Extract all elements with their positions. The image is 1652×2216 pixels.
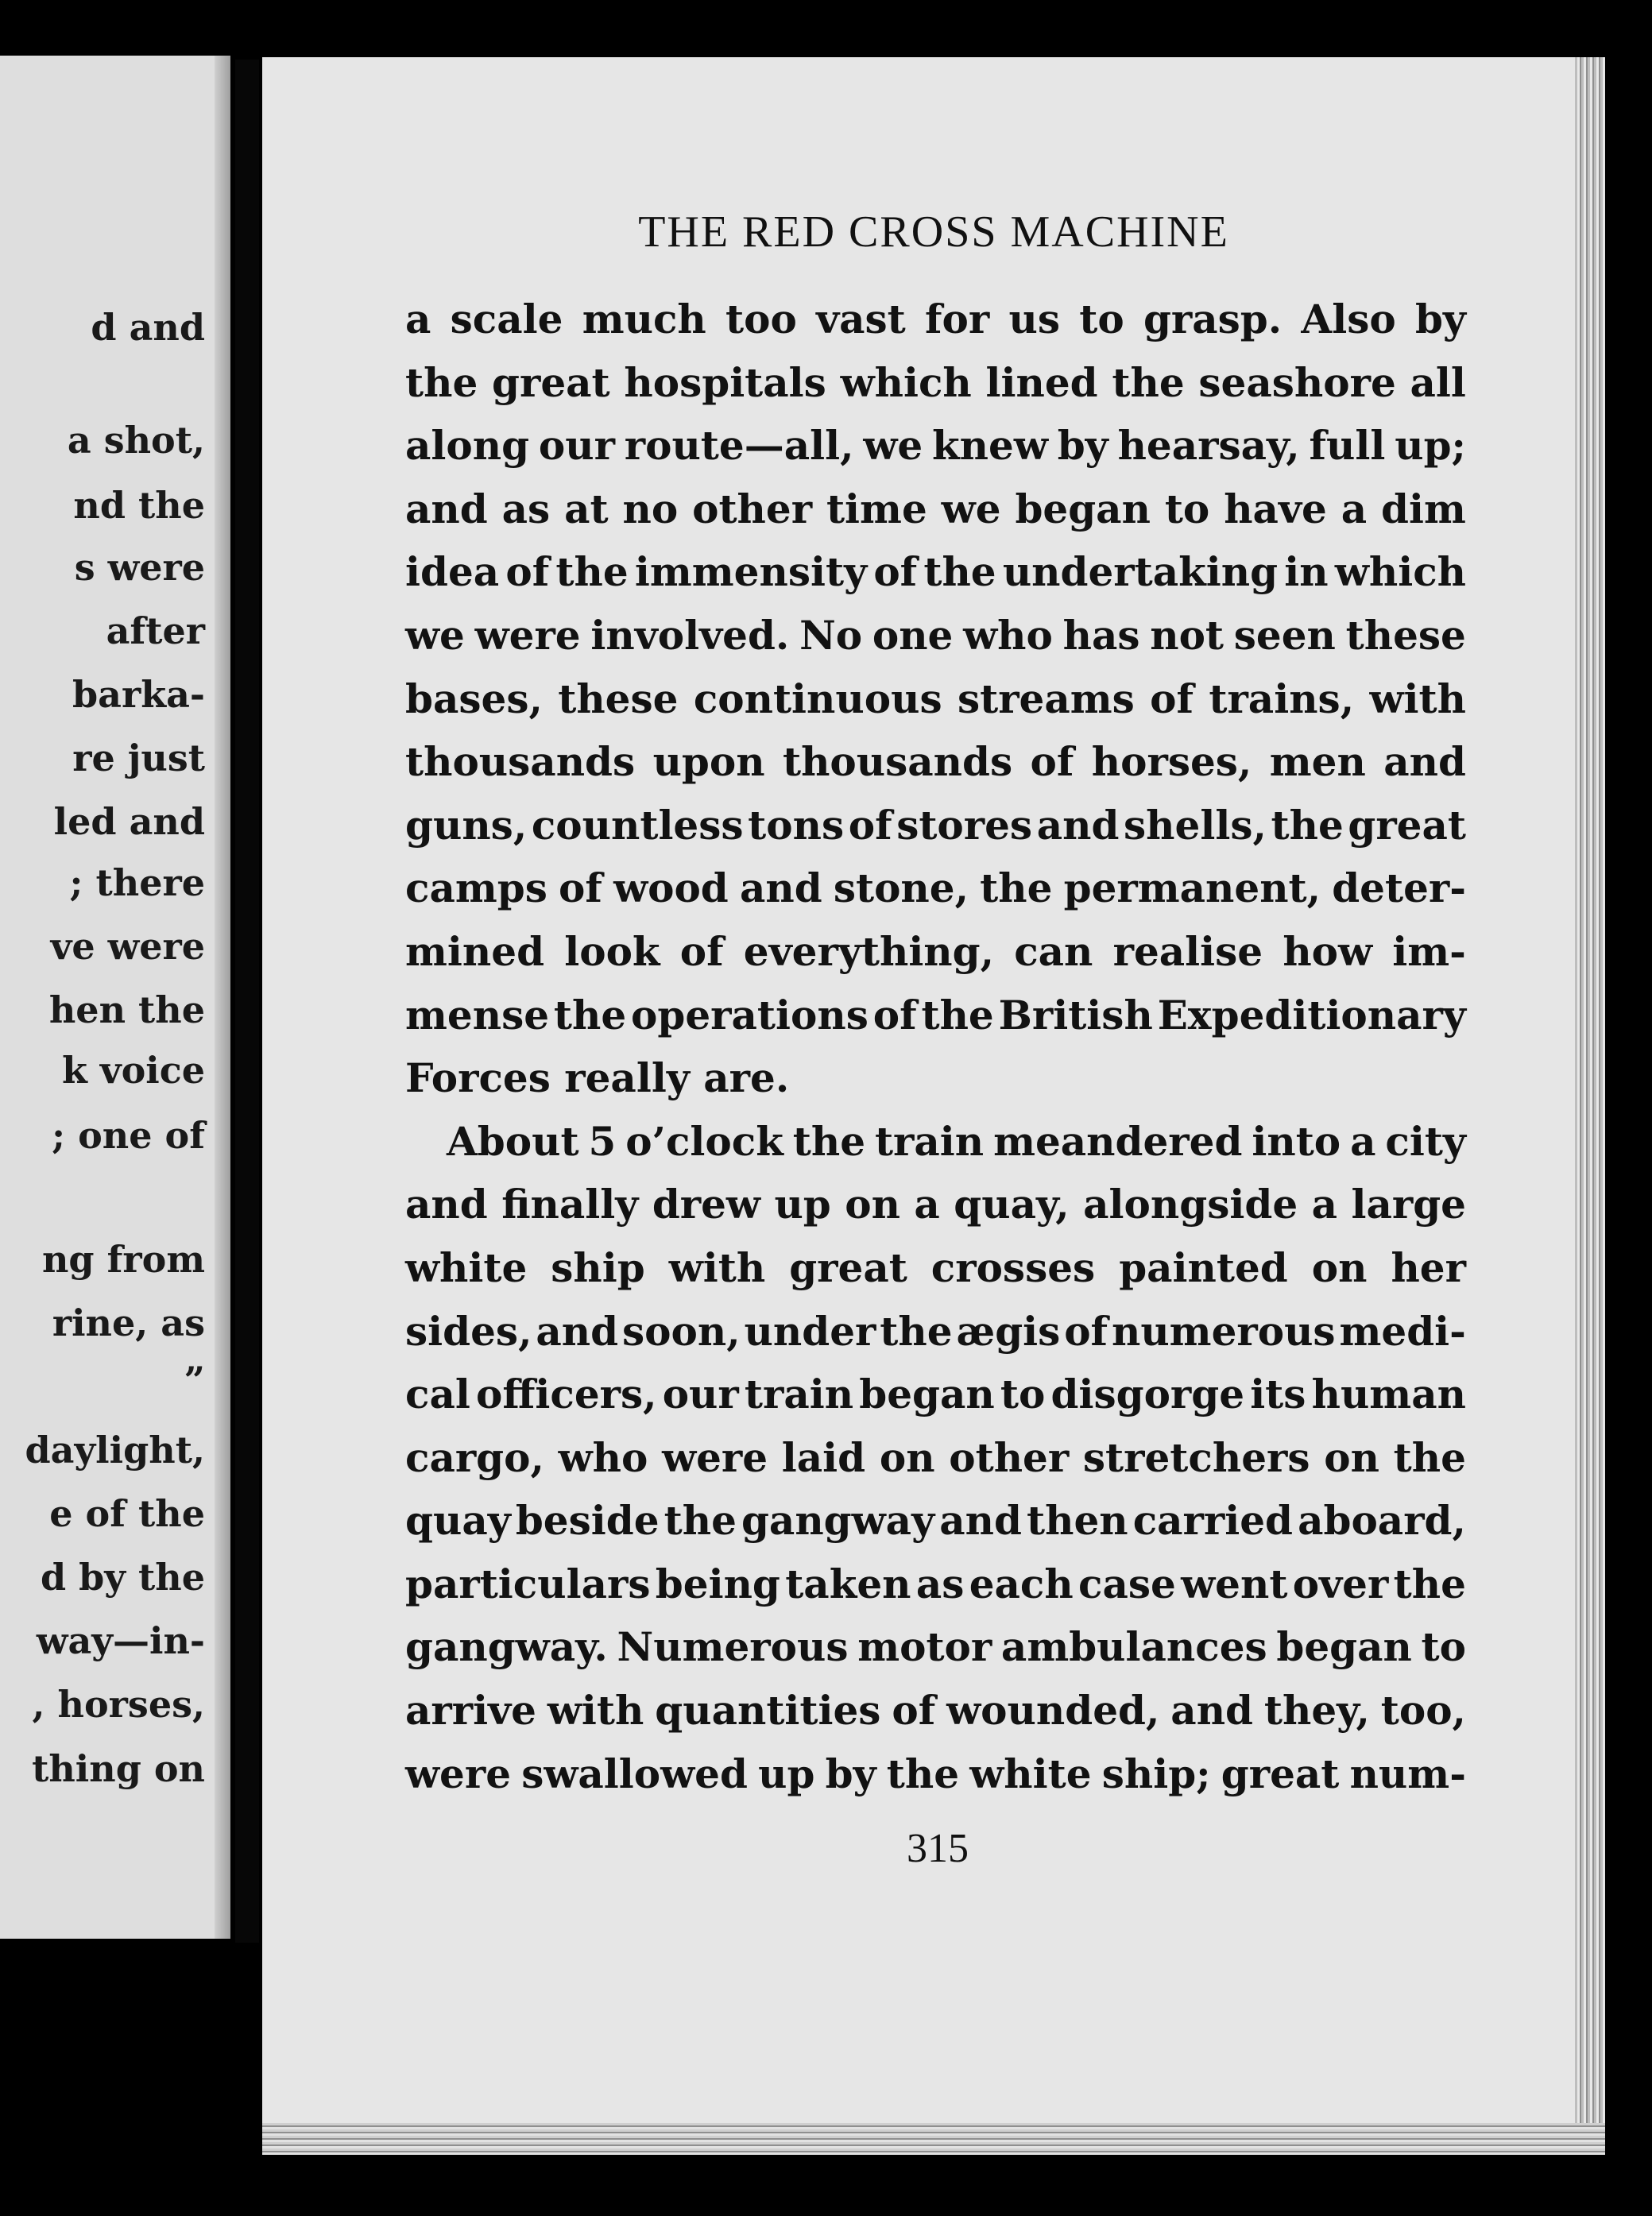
word: by	[825, 1750, 876, 1797]
word: knew	[932, 422, 1048, 470]
word: to	[1079, 296, 1124, 342]
word: sides,	[405, 1307, 532, 1355]
word: we	[941, 485, 1001, 532]
word: disgorge	[1050, 1371, 1245, 1418]
word: these	[558, 675, 679, 722]
word: the	[553, 991, 627, 1038]
word: 5	[588, 1117, 617, 1165]
word: has	[1062, 611, 1140, 659]
word: too	[725, 296, 797, 342]
word: Numerous	[617, 1623, 849, 1671]
word: other	[949, 1433, 1070, 1481]
word: great	[1221, 1750, 1340, 1797]
word: shells,	[1124, 801, 1267, 849]
word: with	[1369, 675, 1466, 722]
word: not	[1150, 611, 1224, 659]
word: gangway	[741, 1497, 935, 1545]
left-page-line: ve were	[50, 924, 205, 968]
word: ship	[551, 1243, 645, 1291]
word: guns,	[405, 801, 528, 849]
word: then	[1027, 1497, 1128, 1545]
word: they,	[1263, 1687, 1370, 1735]
word: on	[845, 1181, 900, 1228]
word: the	[1393, 1433, 1466, 1481]
word: stores	[896, 801, 1033, 849]
word: crosses	[930, 1243, 1096, 1291]
left-page-line: a shot,	[67, 419, 205, 462]
word: no	[622, 485, 679, 532]
word: men	[1269, 738, 1366, 786]
word: the	[792, 1117, 866, 1165]
left-page-line: rine, as	[52, 1301, 205, 1345]
text-line	[405, 359, 1466, 423]
word: city	[1385, 1117, 1466, 1165]
text-line	[405, 1371, 1466, 1434]
word: of	[848, 801, 892, 849]
book-binding	[235, 60, 259, 1943]
word: as	[501, 485, 551, 532]
page-number: 315	[907, 1826, 969, 1871]
word: alongside	[1083, 1181, 1298, 1228]
word: swallowed	[521, 1750, 748, 1797]
text-line	[405, 1181, 1466, 1244]
word: medi-	[1339, 1307, 1466, 1355]
left-page-line: hen the	[48, 988, 205, 1031]
word: really	[564, 1054, 704, 1102]
word: thousands	[405, 738, 636, 786]
word: began	[859, 1371, 995, 1418]
text-line	[405, 1054, 1466, 1118]
text-line	[405, 1118, 1466, 1181]
word: on	[879, 1433, 935, 1481]
word: its	[1250, 1371, 1306, 1418]
word: About	[447, 1117, 579, 1165]
word: vast	[816, 296, 906, 342]
word: and	[536, 1307, 619, 1355]
word: as	[915, 1560, 965, 1607]
word: human	[1311, 1371, 1466, 1418]
left-page-line: k voice	[61, 1049, 205, 1093]
word: in	[1284, 548, 1329, 596]
word: gangway.	[405, 1623, 608, 1671]
word: hearsay,	[1117, 422, 1300, 470]
word: of	[679, 927, 724, 975]
word: look	[564, 927, 660, 975]
word: quantities	[655, 1687, 881, 1735]
left-page-line: e of the	[49, 1492, 205, 1536]
word: of	[892, 1687, 936, 1735]
word: dim	[1381, 485, 1466, 532]
word: stone,	[833, 864, 969, 912]
word: permanent,	[1063, 864, 1321, 912]
word: with	[668, 1243, 766, 1291]
left-page-line: led and	[53, 800, 205, 844]
word: a	[1311, 1181, 1338, 1228]
word: Forces	[405, 1054, 565, 1102]
word: motor	[857, 1623, 992, 1671]
word: a	[914, 1181, 940, 1228]
word: ægis	[956, 1307, 1061, 1355]
word: and	[1383, 738, 1466, 786]
word: numerous	[1111, 1307, 1336, 1355]
word: British	[998, 991, 1153, 1038]
word: the	[886, 1750, 960, 1797]
word: a	[405, 296, 431, 342]
word: the	[1112, 358, 1185, 406]
word: under	[744, 1307, 876, 1355]
word: and	[1036, 801, 1120, 849]
word: on	[1324, 1433, 1379, 1481]
text-line	[405, 928, 1466, 992]
word: particulars	[405, 1560, 651, 1607]
word: of	[1030, 738, 1074, 786]
word: were	[662, 1433, 768, 1481]
text-line	[405, 1308, 1466, 1371]
word: the	[923, 548, 996, 596]
word: and	[939, 1497, 1022, 1545]
right-page	[262, 57, 1605, 2155]
word: train	[874, 1117, 985, 1165]
word: officers,	[476, 1371, 657, 1418]
word: everything,	[743, 927, 995, 975]
word: train	[744, 1371, 854, 1418]
word: undertaking	[1002, 548, 1279, 596]
word: wounded,	[946, 1687, 1160, 1735]
word: soon,	[622, 1307, 741, 1355]
word: arrive	[405, 1687, 536, 1735]
word: to	[1164, 485, 1210, 532]
word: the	[1271, 801, 1344, 849]
word: up;	[1395, 422, 1466, 470]
page-bottom-edge	[262, 2123, 1605, 2155]
word: upon	[652, 738, 765, 786]
text-line	[405, 1750, 1466, 1814]
text-line	[405, 864, 1466, 928]
word: continuous	[693, 675, 942, 722]
word: realise	[1112, 927, 1263, 975]
word: on	[1311, 1243, 1368, 1291]
word: to	[1421, 1623, 1466, 1671]
word: up	[774, 1181, 831, 1228]
text-line	[405, 675, 1466, 739]
word: hospitals	[624, 358, 826, 406]
word: full	[1309, 422, 1386, 470]
left-page-line: nd the	[73, 483, 205, 527]
word: of	[872, 991, 917, 1038]
word: seen	[1233, 611, 1336, 659]
word: and	[405, 485, 488, 532]
word: and	[405, 1181, 488, 1228]
page-fore-edge	[1575, 57, 1605, 2155]
word: by	[1414, 296, 1466, 342]
word: trains,	[1209, 675, 1355, 722]
word: how	[1283, 927, 1373, 975]
word: which	[1334, 548, 1466, 596]
word: we	[405, 611, 465, 659]
word: of	[873, 548, 918, 596]
word: the	[1393, 1560, 1466, 1607]
word: up	[758, 1750, 815, 1797]
word: a	[1350, 1117, 1376, 1165]
left-page-line: d and	[91, 305, 205, 349]
word: great	[492, 358, 610, 406]
text-line	[405, 1560, 1466, 1624]
text-line	[405, 1623, 1466, 1687]
word: quay,	[954, 1181, 1070, 1228]
word: being	[655, 1560, 780, 1607]
word: laid	[781, 1433, 866, 1481]
word: ambulances	[1000, 1623, 1267, 1671]
word: us	[1008, 296, 1060, 342]
word: the	[980, 864, 1053, 912]
word: our	[538, 422, 615, 470]
word: No	[799, 611, 863, 659]
word: num-	[1349, 1750, 1466, 1797]
left-page-line: s were	[74, 546, 205, 590]
word: thousands	[782, 738, 1013, 786]
text-line	[405, 1497, 1466, 1560]
left-page-line: ; there	[69, 860, 205, 904]
word: for	[925, 296, 990, 342]
word: cargo,	[405, 1433, 544, 1481]
word: painted	[1119, 1243, 1288, 1291]
word: the	[405, 358, 478, 406]
word: stretchers	[1082, 1433, 1310, 1481]
word: tons	[748, 801, 845, 849]
word: over	[1292, 1560, 1389, 1607]
word: quay	[405, 1497, 511, 1545]
text-line	[405, 1687, 1466, 1750]
word: the	[555, 548, 629, 596]
word: im-	[1392, 927, 1466, 975]
word: were	[405, 1750, 512, 1797]
word: along	[405, 422, 530, 470]
word: camps	[405, 864, 547, 912]
word: our	[662, 1371, 739, 1418]
word: operations	[631, 991, 869, 1038]
word: o’clock	[625, 1117, 783, 1165]
word: lined	[985, 358, 1098, 406]
word: finally	[501, 1181, 639, 1228]
text-line	[405, 485, 1466, 549]
text-line	[405, 548, 1466, 612]
word: wood	[613, 864, 729, 912]
word: the	[921, 991, 994, 1038]
word: to	[1000, 1371, 1046, 1418]
word: countless	[531, 801, 744, 849]
left-facing-page	[0, 56, 230, 1939]
word: white	[405, 1243, 528, 1291]
left-page-line: d by the	[40, 1556, 205, 1599]
word: large	[1351, 1181, 1466, 1228]
word: these	[1345, 611, 1466, 659]
word: her	[1391, 1243, 1466, 1291]
text-line	[405, 738, 1466, 802]
word: with	[547, 1687, 644, 1735]
word: are.	[703, 1054, 790, 1102]
word: a	[1341, 485, 1368, 532]
word: who	[558, 1433, 648, 1481]
word: of	[505, 548, 550, 596]
word: all	[1410, 358, 1466, 406]
word: immensity	[634, 548, 868, 596]
word: aboard,	[1298, 1497, 1466, 1545]
word: can	[1014, 927, 1093, 975]
word: went	[1181, 1560, 1288, 1607]
word: by	[1057, 422, 1108, 470]
word: much	[582, 296, 706, 342]
word: were	[474, 611, 581, 659]
word: and	[1170, 1687, 1254, 1735]
word: at	[564, 485, 609, 532]
word: deter-	[1332, 864, 1466, 912]
word: Also	[1301, 296, 1396, 342]
word: the	[664, 1497, 737, 1545]
body-text	[405, 296, 1466, 1813]
left-page-line: thing on	[32, 1746, 205, 1790]
word: grasp.	[1143, 296, 1283, 342]
text-line	[405, 802, 1466, 865]
word: ship;	[1101, 1750, 1211, 1797]
word: have	[1224, 485, 1327, 532]
word: white	[969, 1750, 1092, 1797]
word: of	[1150, 675, 1194, 722]
left-page-line: daylight,	[25, 1429, 205, 1472]
word: great	[789, 1243, 907, 1291]
word: seashore	[1198, 358, 1396, 406]
text-line	[405, 422, 1466, 485]
left-page-line: ”	[184, 1358, 205, 1402]
left-page-line: ; one of	[52, 1113, 205, 1157]
word: of	[559, 864, 602, 912]
word: who	[963, 611, 1053, 659]
word: bases,	[405, 675, 543, 722]
left-page-line: barka-	[72, 673, 205, 717]
left-page-line: , horses,	[32, 1683, 205, 1727]
word: drew	[652, 1181, 760, 1228]
word: meandered	[993, 1117, 1243, 1165]
word: case	[1078, 1560, 1176, 1607]
word: began	[1015, 485, 1151, 532]
word: of	[1064, 1307, 1108, 1355]
text-line	[405, 1434, 1466, 1498]
left-page-line: re just	[72, 737, 205, 780]
word: the	[880, 1307, 953, 1355]
text-line	[405, 992, 1466, 1055]
word: cal	[405, 1371, 470, 1418]
word: involved.	[590, 611, 790, 659]
word: beside	[515, 1497, 660, 1545]
word: time	[826, 485, 927, 532]
word: which	[840, 358, 972, 406]
left-page-line: ng from	[41, 1238, 205, 1282]
word: route—all,	[624, 422, 854, 470]
left-page-line: after	[106, 609, 205, 653]
word: too,	[1380, 1687, 1466, 1735]
word: into	[1252, 1117, 1341, 1165]
text-line	[405, 296, 1466, 359]
word: each	[969, 1560, 1074, 1607]
word: Expeditionary	[1157, 991, 1466, 1038]
word: began	[1276, 1623, 1412, 1671]
word: mense	[405, 991, 550, 1038]
gutter-shadow	[215, 56, 230, 1939]
left-page-line: way—in-	[36, 1619, 205, 1663]
word: taken	[785, 1560, 911, 1607]
word: great	[1348, 801, 1466, 849]
word: other	[692, 485, 813, 532]
running-head: THE RED CROSS MACHINE	[638, 207, 1229, 257]
word: we	[863, 422, 923, 470]
word: streams	[957, 675, 1135, 722]
word: mined	[405, 927, 545, 975]
text-line	[405, 1244, 1466, 1308]
word: horses,	[1091, 738, 1252, 786]
text-line	[405, 612, 1466, 675]
word: one	[872, 611, 954, 659]
word: idea	[405, 548, 500, 596]
word: scale	[450, 296, 563, 342]
word: carried	[1132, 1497, 1294, 1545]
word: and	[739, 864, 822, 912]
